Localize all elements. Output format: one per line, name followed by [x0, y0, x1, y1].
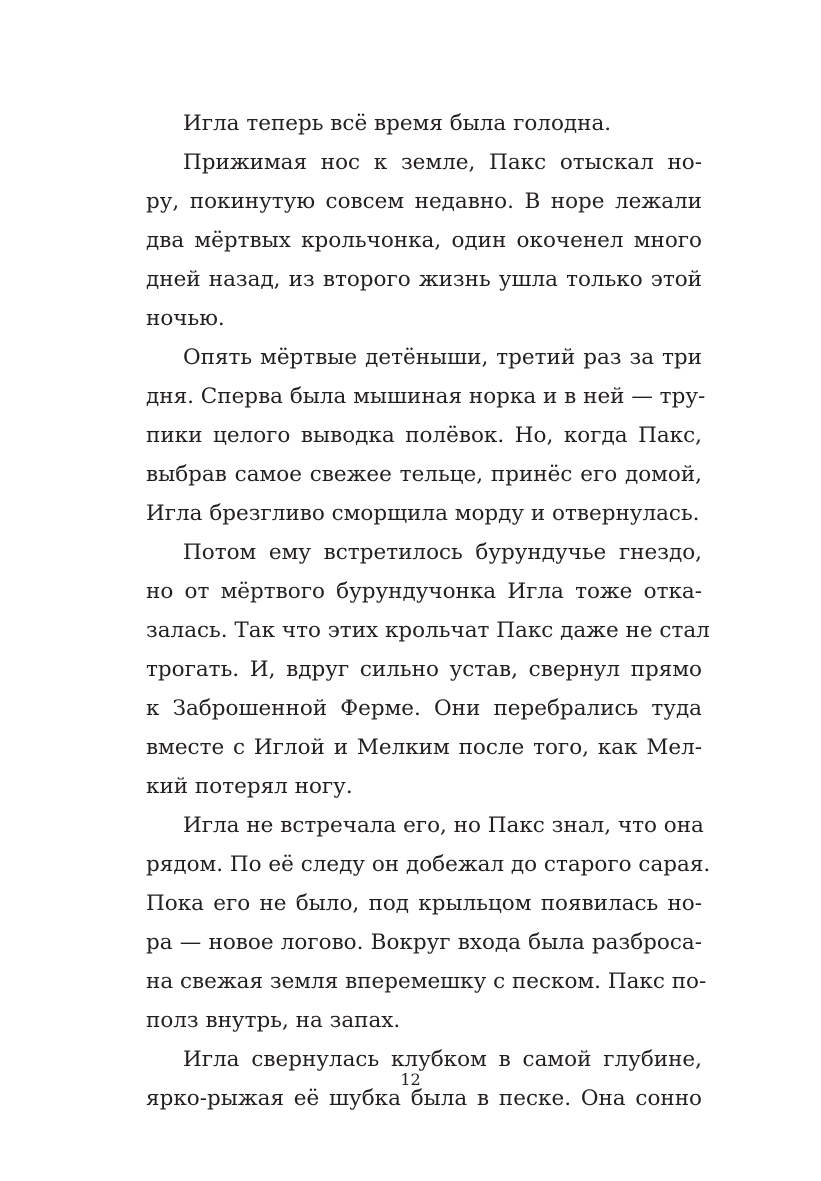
text-line: рядом. По её следу он добежал до старого сарая.: [146, 852, 711, 877]
text-line: Прижимая нос к земле, Пакс отыскал но-: [183, 150, 702, 175]
text-line: выбрав самое свежее тельце, принёс его домой,: [146, 462, 702, 487]
text-line: к Заброшенной Ферме. Они перебрались туда: [146, 696, 702, 721]
page-number: 12: [400, 1070, 421, 1089]
text-line: дней назад, из второго жизнь ушла только этой: [146, 267, 702, 292]
text-line: Игла не встречала его, но Пакс знал, что она: [183, 813, 704, 838]
text-line: кий потерял ногу.: [146, 774, 353, 799]
text-line: пики целого выводка полёвок. Но, когда Пакс,: [146, 423, 702, 448]
text-line: дня. Сперва была мышиная норка и в ней — тру-: [146, 384, 706, 409]
text-line: на свежая земля вперемешку с песком. Пакс по-: [146, 969, 707, 994]
text-line: трогать. И, вдруг сильно устав, свернул прямо: [146, 657, 702, 682]
text-line: Игла свернулась клубком в самой глубине,: [183, 1047, 702, 1072]
text-line: ночью.: [146, 306, 225, 331]
text-line: вместе с Иглой и Мелким после того, как Мел-: [146, 735, 702, 760]
text-line: два мёртвых крольчонка, один окоченел много: [146, 228, 702, 253]
text-line: полз внутрь, на запах.: [146, 1008, 401, 1033]
body-text: [146, 104, 711, 1118]
text-line: но от мёртвого бурундучонка Игла тоже отка-: [146, 579, 702, 604]
text-line: Игла брезгливо сморщила морду и отвернулась.: [146, 501, 700, 526]
text-line: залась. Так что этих крольчат Пакс даже не стал: [146, 618, 710, 643]
text-line: Игла теперь всё время была голодна.: [183, 111, 612, 136]
text-line: Пока его не было, под крыльцом появилась но-: [146, 891, 702, 916]
text-line: ярко-рыжая её шубка была в песке. Она сонно: [146, 1086, 702, 1111]
text-line: Опять мёртвые детёныши, третий раз за три: [183, 345, 702, 370]
text-line: ра — новое логово. Вокруг входа была разброса-: [146, 930, 702, 955]
text-line: Потом ему встретилось бурундучье гнездо,: [183, 540, 702, 565]
text-line: ру, покинутую совсем недавно. В норе лежали: [146, 189, 702, 214]
